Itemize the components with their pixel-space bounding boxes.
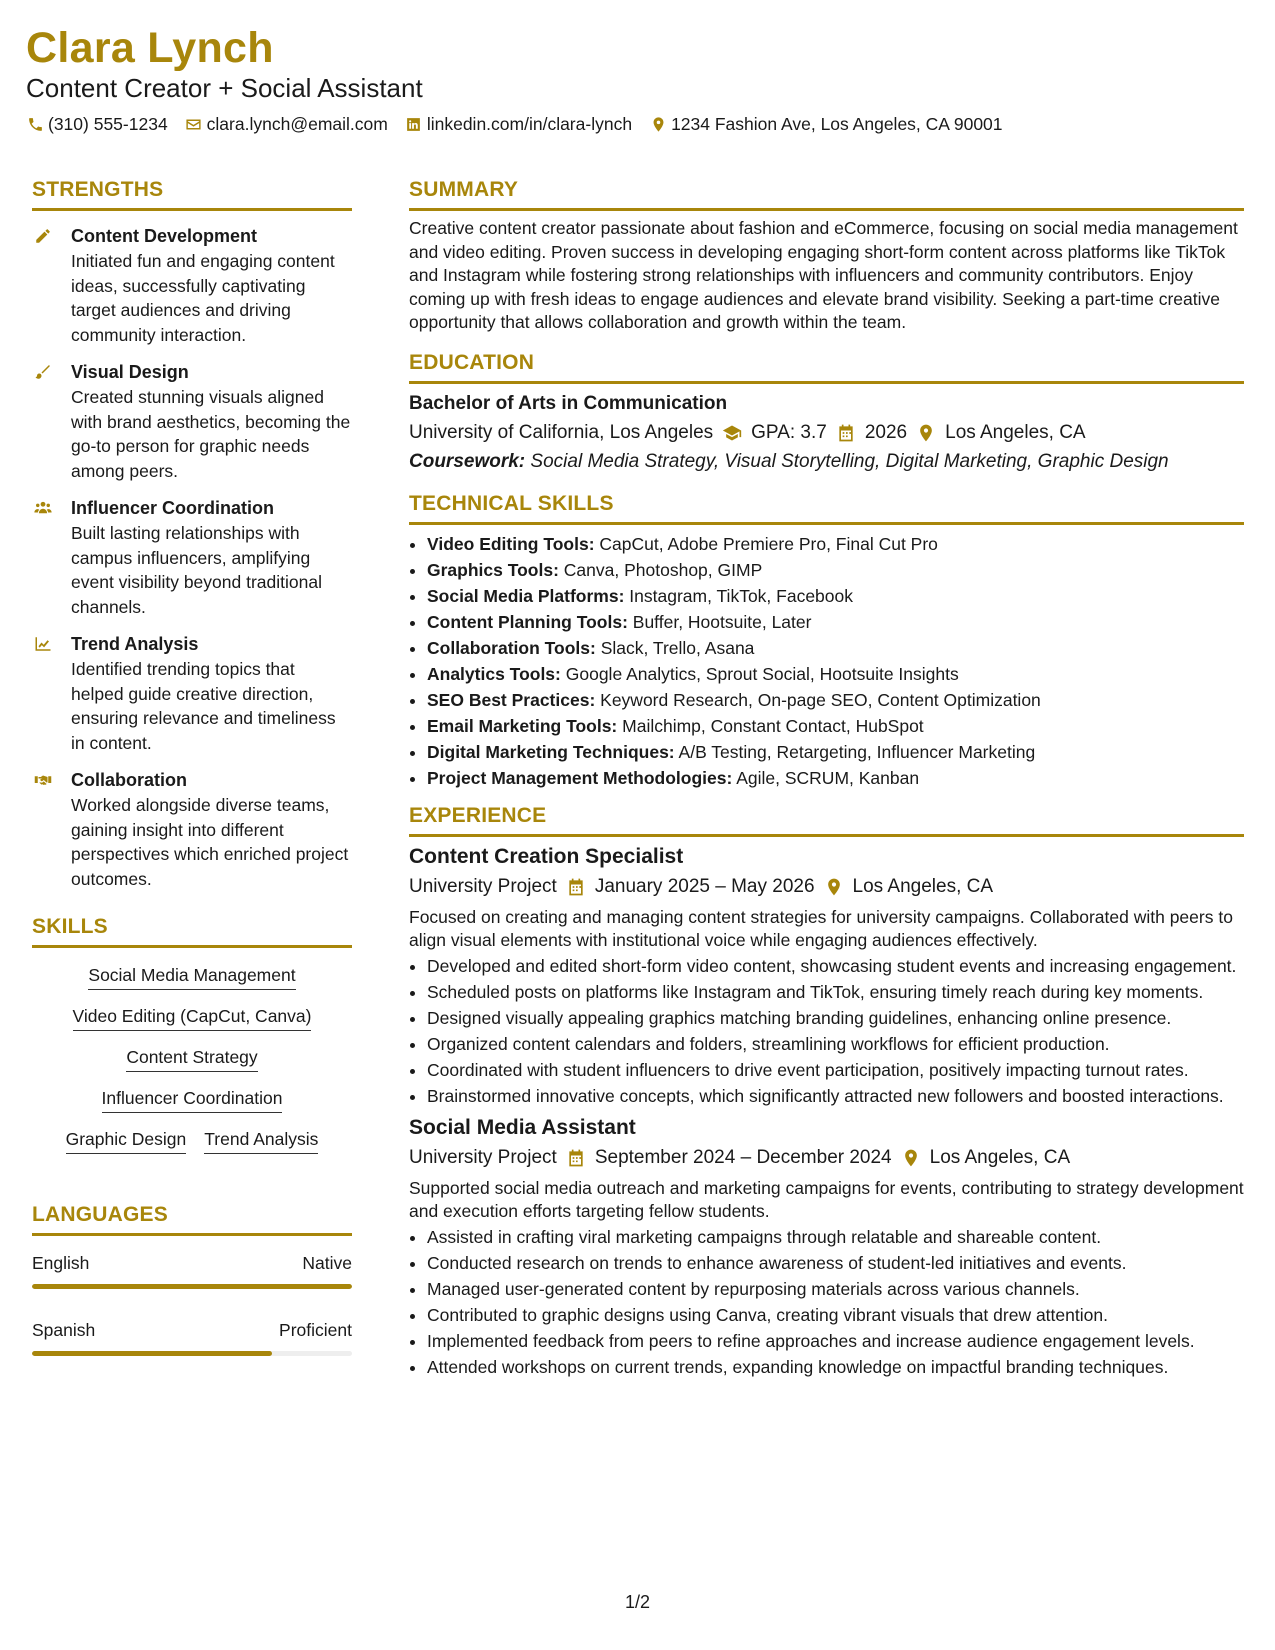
list-item: • Social Media Platforms: Instagram, TikTok, Facebook (427, 583, 1244, 609)
list-item: • Implemented feedback from peers to refine approaches and increase audience engagement levels. (427, 1329, 1244, 1353)
language-proficiency-fill (32, 1351, 272, 1356)
job-meta (409, 1144, 1244, 1172)
section-title-summary: SUMMARY (409, 178, 519, 201)
list-item: • SEO Best Practices: Keyword Research, On-page SEO, Content Optimization (427, 687, 1244, 713)
calendar-icon (565, 876, 587, 898)
strength-item (32, 496, 352, 619)
degree-title: Bachelor of Arts in Communication (409, 392, 728, 414)
list-item: • Designed visually appealing graphics matching branding guidelines, enhancing online presence. (427, 1006, 1244, 1030)
job-location: Los Angeles, CA (852, 875, 994, 897)
location-pin-icon (823, 876, 845, 898)
education-section (409, 349, 1244, 476)
list-item: • Analytics Tools: Google Analytics, Sprout Social, Hootsuite Insights (427, 661, 1244, 687)
coursework-label: Coursework: (409, 450, 526, 472)
summary-text: Creative content creator passionate about fashion and eCommerce, focusing on social media management and video editing. Proven success in developing engaging short-form content across platforms like TikTok and Instagram while fostering strong relationships with influencers and community contributors. Enjoy coming up with fresh ideas to engage audiences and elevate brand visibility. Seeking a part-time creative opportunity that allows collaboration and growth within the team. (409, 218, 1238, 332)
section-divider (409, 381, 1244, 384)
job-title: Content Creation Specialist (409, 844, 684, 868)
list-item: • Managed user-generated content by repurposing materials across various channels. (427, 1277, 1244, 1301)
job-entry (409, 843, 1244, 1108)
job-bullets (409, 954, 1244, 1108)
section-title-experience: EXPERIENCE (409, 803, 547, 827)
list-item: • Organized content calendars and folders, streamlining workflows for efficient production. (427, 1032, 1244, 1056)
location-pin-icon (649, 115, 667, 133)
contact-bar (26, 113, 1246, 135)
list-item: • Attended workshops on current trends, expanding knowledge on impactful branding techniques. (427, 1355, 1244, 1379)
job-location: Los Angeles, CA (929, 1146, 1071, 1168)
language-item (32, 1250, 352, 1289)
left-column (32, 176, 352, 1356)
skills-section (32, 913, 352, 1161)
page-number: 1/2 (624, 1592, 651, 1612)
contact-email[interactable]: clara.lynch@email.com (185, 113, 388, 135)
graduation-cap-icon (721, 422, 743, 444)
list-item: • Assisted in crafting viral marketing campaigns through relatable and shareable content. (427, 1225, 1244, 1249)
experience-section (409, 802, 1244, 1379)
resume-header (26, 22, 1246, 135)
gpa: GPA: 3.7 (751, 421, 827, 443)
strength-item (32, 632, 352, 755)
list-item: • Coordinated with student influencers to drive event participation, positively impacting turnout rates. (427, 1058, 1244, 1082)
section-divider (409, 208, 1244, 211)
right-column (409, 176, 1244, 1381)
list-item: • Graphics Tools: Canva, Photoshop, GIMP (427, 557, 1244, 583)
section-divider (409, 834, 1244, 837)
list-item: • Collaboration Tools: Slack, Trello, Asana (427, 635, 1244, 661)
list-item: • Email Marketing Tools: Mailchimp, Constant Contact, HubSpot (427, 713, 1244, 739)
list-item: • Developed and edited short-form video content, showcasing student events and increasing engagement. (427, 954, 1244, 978)
envelope-icon (185, 115, 203, 133)
skill-tag: Graphic Design (66, 1127, 187, 1154)
coursework-list: Social Media Strategy, Visual Storytelling, Digital Marketing, Graphic Design (530, 450, 1169, 472)
section-title-strengths: STRENGTHS (32, 178, 164, 201)
strength-title: Visual Design (71, 362, 189, 382)
skill-tag: Social Media Management (88, 963, 295, 990)
job-organization: University Project (409, 1146, 557, 1168)
skill-tag: Trend Analysis (204, 1127, 318, 1154)
education-meta (409, 419, 1244, 447)
strengths-section (32, 176, 352, 891)
job-description: Focused on creating and managing content strategies for university campaigns. Collaborated with peers to align visual elements with institutional voice while engaging audiences effectively. (409, 906, 1233, 950)
list-item: • Conducted research on trends to enhance awareness of student-led initiatives and events. (427, 1251, 1244, 1275)
location-pin-icon (915, 422, 937, 444)
job-description: Supported social media outreach and marketing campaigns for events, contributing to strategy development and execution efforts targeting fellow students. (409, 1177, 1244, 1221)
line-chart-icon (32, 634, 54, 654)
list-item: • Content Planning Tools: Buffer, Hootsuite, Later (427, 609, 1244, 635)
skills-tag-list (32, 956, 352, 1161)
section-divider (409, 522, 1244, 525)
job-dates: January 2025 – May 2026 (594, 875, 815, 897)
list-item: • Project Management Methodologies: Agile, SCRUM, Kanban (427, 765, 1244, 791)
languages-section (32, 1201, 352, 1356)
strength-title: Influencer Coordination (71, 498, 275, 518)
language-name: Spanish (32, 1320, 96, 1340)
section-divider (32, 208, 352, 211)
strength-title: Trend Analysis (71, 634, 199, 654)
section-title-technical-skills: TECHNICAL SKILLS (409, 491, 614, 515)
technical-skills-section (409, 490, 1244, 791)
linkedin-icon (405, 115, 423, 133)
calendar-icon (835, 422, 857, 444)
strength-title: Collaboration (71, 770, 187, 790)
location-pin-icon (900, 1147, 922, 1169)
contact-phone[interactable]: (310) 555-1234 (26, 113, 168, 135)
paintbrush-icon (32, 362, 54, 382)
section-title-skills: SKILLS (32, 915, 108, 938)
section-title-education: EDUCATION (409, 350, 535, 374)
school-location: Los Angeles, CA (945, 421, 1086, 443)
strength-description: Initiated fun and engaging content ideas, successfully captivating target audiences and driving community interaction. (71, 251, 335, 345)
strength-item (32, 224, 352, 347)
skill-tag: Video Editing (CapCut, Canva) (73, 1004, 312, 1031)
strength-description: Worked alongside diverse teams, gaining insight into different perspectives which enriched project outcomes. (71, 795, 349, 889)
strength-item (32, 768, 352, 891)
graduation-year: 2026 (864, 421, 908, 443)
summary-section (409, 176, 1244, 335)
language-proficiency-fill (32, 1284, 352, 1289)
strength-description: Created stunning visuals aligned with brand aesthetics, becoming the go-to person for graphic needs among peers. (71, 387, 351, 481)
pencil-icon (32, 226, 54, 246)
list-item: • Brainstormed innovative concepts, which significantly attracted new followers and boosted interactions. (427, 1084, 1244, 1108)
strength-item (32, 360, 352, 483)
language-item (32, 1317, 352, 1356)
list-item: • Digital Marketing Techniques: A/B Testing, Retargeting, Influencer Marketing (427, 739, 1244, 765)
calendar-icon (565, 1147, 587, 1169)
technical-skills-list (409, 531, 1244, 791)
list-item: • Scheduled posts on platforms like Instagram and TikTok, ensuring timely reach during key moments. (427, 980, 1244, 1004)
contact-address: 1234 Fashion Ave, Los Angeles, CA 90001 (649, 113, 1002, 135)
language-proficiency-bar (32, 1284, 352, 1289)
section-divider (32, 1233, 352, 1236)
language-proficiency-bar (32, 1351, 352, 1356)
job-bullets (409, 1225, 1244, 1379)
job-entry (409, 1114, 1244, 1379)
job-title: Social Media Assistant (409, 1115, 636, 1139)
list-item: • Video Editing Tools: CapCut, Adobe Premiere Pro, Final Cut Pro (427, 531, 1244, 557)
users-icon (32, 498, 54, 518)
language-level: Proficient (279, 1320, 352, 1340)
job-meta (409, 873, 1244, 901)
language-level: Native (302, 1253, 352, 1273)
school-name: University of California, Los Angeles (409, 421, 714, 443)
skill-tag: Content Strategy (126, 1045, 257, 1072)
contact-linkedin[interactable]: linkedin.com/in/clara-lynch (405, 113, 632, 135)
section-title-languages: LANGUAGES (32, 1203, 168, 1226)
job-dates: September 2024 – December 2024 (594, 1146, 892, 1168)
skill-tag: Influencer Coordination (102, 1086, 283, 1113)
strength-description: Built lasting relationships with campus influencers, amplifying event visibility beyond traditional channels. (71, 523, 322, 617)
candidate-title: Content Creator + Social Assistant (26, 73, 423, 103)
language-name: English (32, 1253, 90, 1273)
job-organization: University Project (409, 875, 557, 897)
strength-title: Content Development (71, 226, 258, 246)
coursework (409, 448, 1244, 476)
handshake-icon (32, 770, 54, 790)
candidate-name: Clara Lynch (26, 24, 274, 72)
list-item: • Contributed to graphic designs using Canva, creating vibrant visuals that drew attention. (427, 1303, 1244, 1327)
section-divider (32, 945, 352, 948)
strength-description: Identified trending topics that helped guide creative direction, ensuring relevance and timeliness in content. (71, 659, 336, 753)
phone-icon (26, 115, 44, 133)
